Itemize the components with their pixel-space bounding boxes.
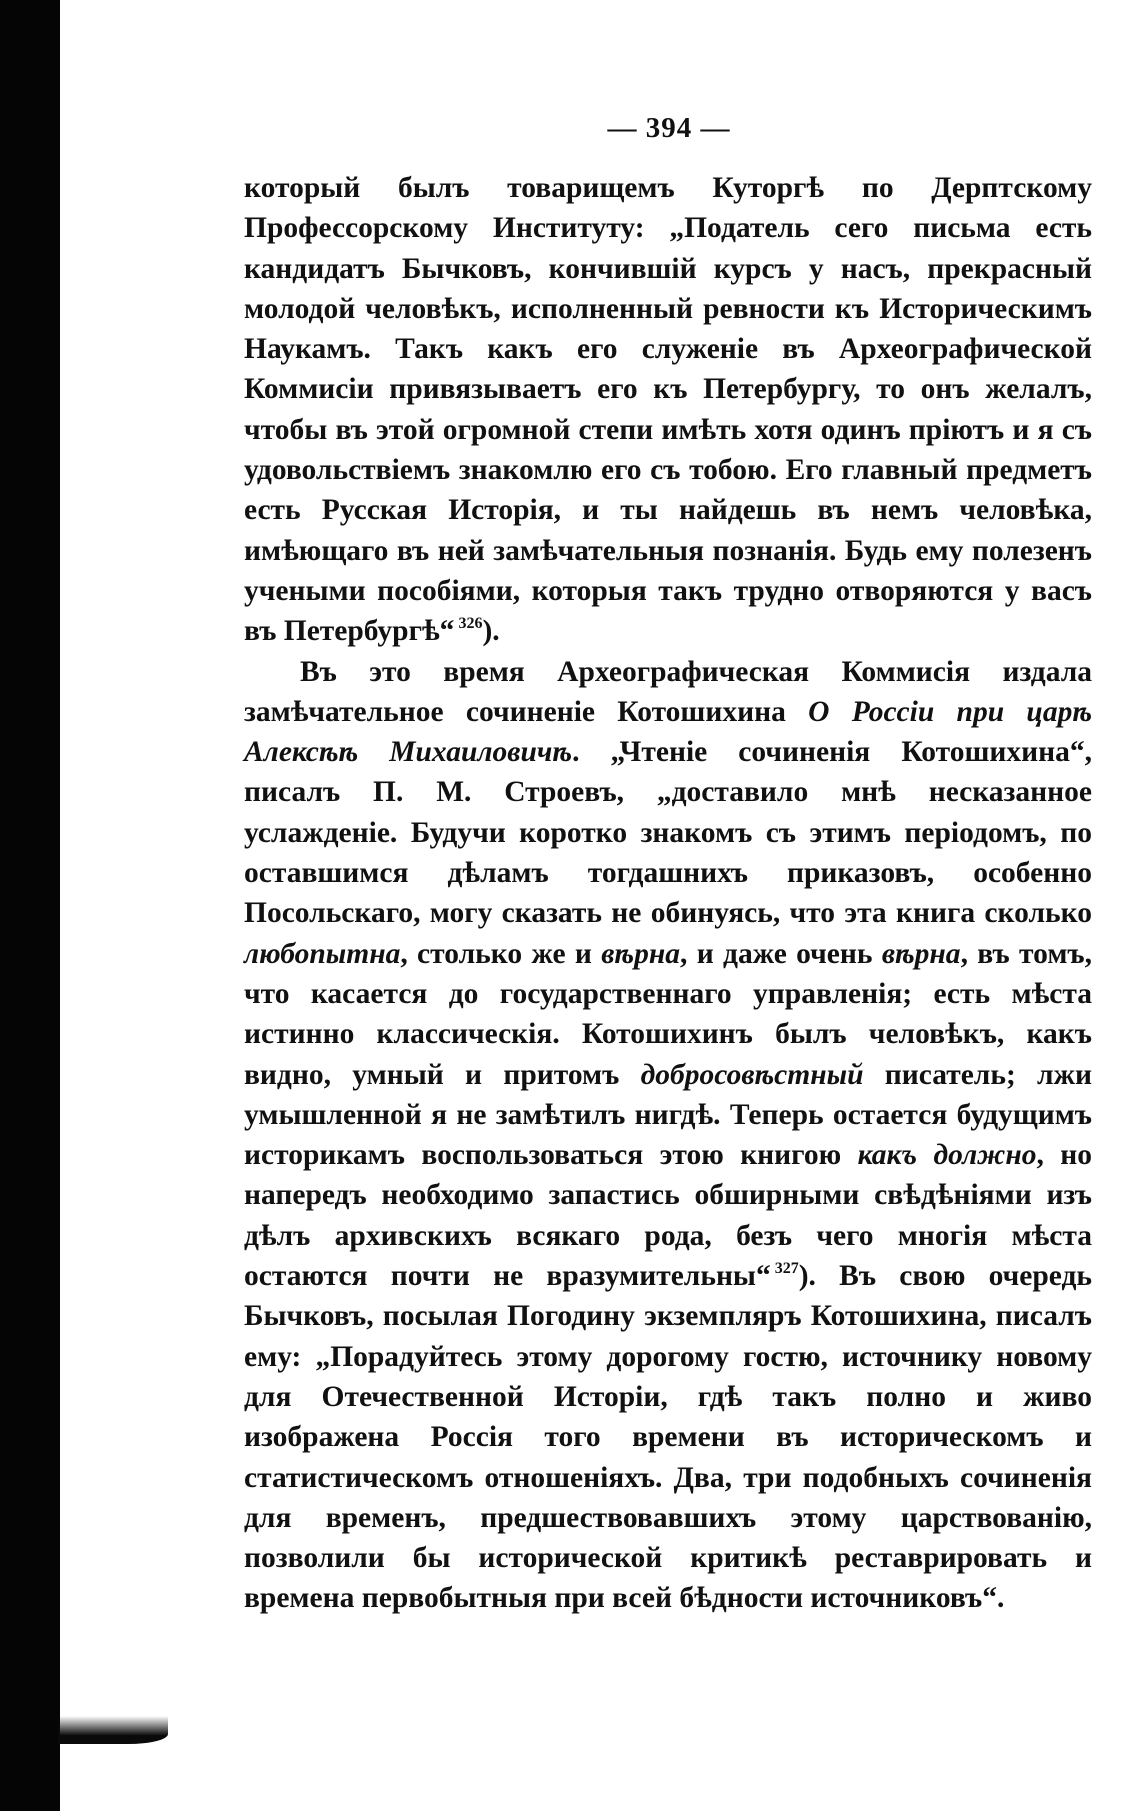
footnote-ref: 326 (458, 615, 483, 633)
body-text (244, 168, 1092, 1619)
text-span: ). Въ свою очередь Бычковъ, посылая Погодину экземпляръ Котошихина, писалъ ему: „Порадуйтесь этому дорогому гостю, источнику новому для Отечественной Исторіи, гдѣ такъ полно и живо изображена Россія того времени въ историческомъ и статистическомъ отношеніяхъ. Два, три подобныхъ сочиненія для временъ, предшествовавшихъ этому царствованію, позволили бы исторической критикѣ реставрировать и времена первобытныя при всей бѣдности источниковъ“. (244, 1260, 1092, 1615)
text-span: который былъ товарищемъ Куторгѣ по Дерптскому Профессорскому Институту: „Податель сего письма есть кандидатъ Бычковъ, кончившій курсъ у насъ, прекрасный молодой человѣкъ, исполненный ревности къ Историческимъ Наукамъ. Такъ какъ его служеніе въ Археографической Коммисіи привязываетъ его къ Петербургу, то онъ желалъ, чтобы въ этой огромной степи имѣть хотя одинъ пріютъ и я съ удовольствіемъ знакомлю его съ тобою. Его главный предметъ есть Русская Исторія, и ты найдешь въ немъ человѣка, имѣющаго въ ней замѣчательныя познанія. Будь ему полезенъ учеными пособіями, которыя такъ трудно отворяются у васъ въ Петербургѣ“ (244, 172, 1092, 648)
italic-text: О Россіи при царѣ Алексѣѣ Михаиловичѣ (244, 695, 1092, 769)
text-span: , и даже очень (679, 937, 882, 970)
paragraph (244, 652, 1092, 1619)
text-span: , но напередъ необходимо запастись обширными свѣдѣніями изъ дѣлъ архивскихъ всякаго рода, безъ чего многія мѣста остаются почти не вразумительны“ (244, 1139, 1092, 1293)
text-span: ). (482, 615, 500, 648)
page-number: — 394 — (607, 112, 731, 144)
scan-binding-edge (0, 0, 60, 1811)
text-span: Въ это время Археографическая Коммисія издала замѣчательное сочиненіе Котошихина (244, 655, 1092, 728)
text-block (244, 108, 1092, 1619)
paragraph (244, 168, 1092, 652)
italic-text: вѣрна (601, 937, 680, 970)
text-span: . „Чтеніе сочиненія Котошихина“, писалъ П. М. Строевъ, „доставило мнѣ несказанное услажденіе. Будучи коротко знакомъ съ этимъ періодомъ, по оставшимся дѣламъ тогдашнихъ приказовъ, особенно Посольскаго, могу сказать не обинуясь, что эта книга сколько (244, 736, 1092, 930)
italic-text: вѣрна (881, 937, 961, 970)
italic-text: какъ должно (857, 1139, 1037, 1172)
italic-text: любопытна (244, 937, 401, 970)
text-span: , столько же и (400, 937, 602, 970)
text-span: писатель; лжи умышленной я не замѣтилъ нигдѣ. Теперь остается будущимъ историкамъ воспользоваться этою книгою (244, 1058, 1092, 1172)
scan-binding-shadow (58, 1716, 168, 1744)
text-span: , въ томъ, что касается до государственнаго управленія; есть мѣста истинно классическія. Котошихинъ былъ человѣкъ, какъ видно, умный и притомъ (244, 937, 1092, 1091)
footnote-ref: 327 (774, 1260, 799, 1278)
italic-text: добросовѣстный (640, 1058, 864, 1091)
